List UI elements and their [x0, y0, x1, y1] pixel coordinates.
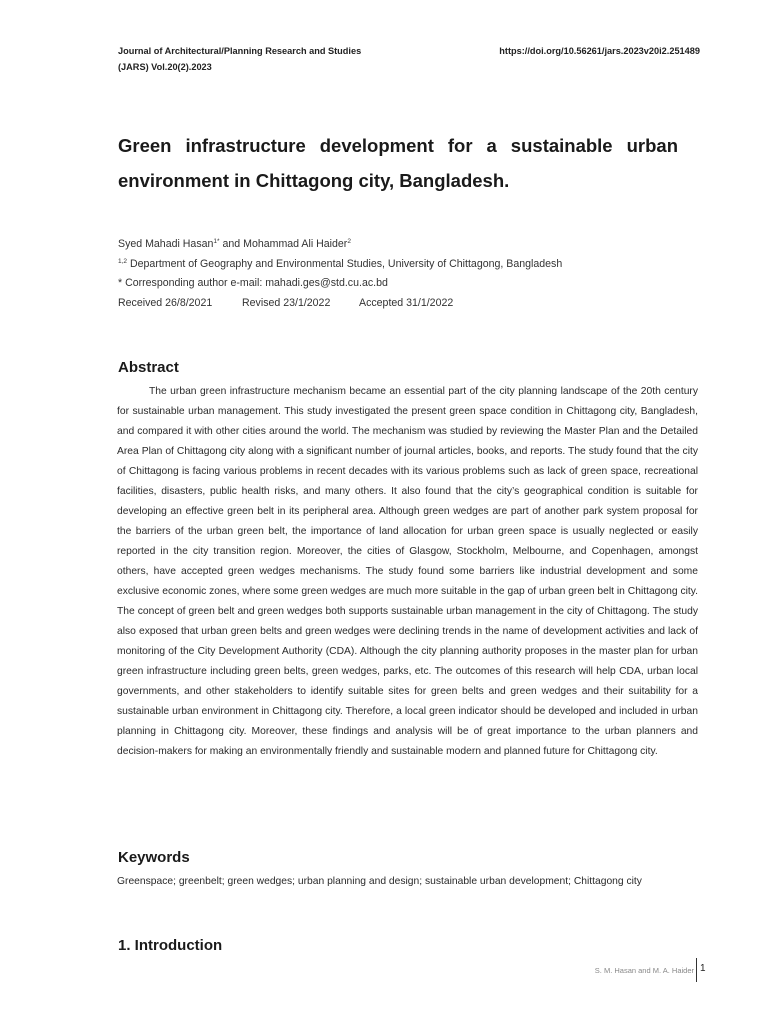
affiliation-marker: 1,2: [118, 258, 128, 265]
doi-link[interactable]: https://doi.org/10.56261/jars.2023v20i2.251489: [499, 46, 700, 56]
affiliation-line: [118, 255, 562, 271]
author-join: and: [219, 238, 244, 250]
keywords-text: Greenspace; greenbelt; green wedges; urban planning and design; sustainable urban development; Chittagong city: [117, 876, 642, 887]
author-1-marker: 1*: [213, 238, 220, 245]
footer-divider: [696, 958, 697, 982]
abstract-text: The urban green infrastructure mechanism became an essential part of the city planning landscape of the 20th century for sustainable urban management. This study investigated the present green space condition in Chittagong city, Bangladesh, and compared it with other cities around the world. The mechanism was studied by reviewing the Master Plan and the Detailed Area Plan of Chittagong city along with a significant number of journal articles, books, and reports. The study found that the city of Chittagong is facing various problems in recent decades with its various problems such as lack of green space, recreational facilities, disasters, public health risks, and many others. It also found that the city’s geographical condition is suitable for developing an effective green belt in its peripheral area. Although green wedges are part of another park system proposal for the barriers of the urban green belt, the importance of land allocation for urban green space is usually neglected or easily reported in the city transition region. Moreover, the cities of Glasgow, Stockholm, Melbourne, and Copenhagen, amongst others, have accepted green wedges mechanisms. The study found some barriers like industrial development and some exclusive economic zones, where some green wedges are much more suitable in the gap of urban green belt in Chittagong city. The concept of green belt and green wedges both supports sustainable urban management in the city of Chittagong. The study also exposed that urban green belts and green wedges were declining trends in the name of development activities and lack of monitoring of the City Development Authority (CDA). Although the city planning authority proposes in the master plan for urban green infrastructure including green belts, green wedges, parks, etc. The outcomes of this research will help CDA, urban local governments, and other stakeholders to identify suitable sites for green belts and green wedges and their suitability for a sustainable urban environment in Chittagong city. Therefore, a local green indicator should be developed and included in urban planning in Chittagong city. Moreover, these findings and analysis will be of great importance to the urban planners and decision-makers for making an environmentally friendly and sustainable modern and planned future for Chittagong city.: [117, 386, 698, 757]
article-title: Green infrastructure development for a sustainable urban environment in Chittagong city, Bangladesh.: [118, 135, 678, 191]
revised-date: Revised 23/1/2022: [242, 297, 331, 309]
journal-volume: (JARS) Vol.20(2).2023: [118, 62, 212, 72]
author-1: Syed Mahadi Hasan: [118, 238, 214, 250]
introduction-heading: 1. Introduction: [118, 937, 223, 954]
author-line: [118, 235, 351, 251]
abstract-paragraph: [117, 382, 698, 762]
accepted-date: Accepted 31/1/2022: [359, 297, 454, 309]
author-2: Mohammad Ali Haider: [243, 238, 348, 250]
journal-name: Journal of Architectural/Planning Research and Studies: [118, 46, 362, 56]
footer-authors: S. M. Hasan and M. A. Haider: [594, 966, 694, 975]
keywords-heading: Keywords: [118, 849, 190, 866]
dates-line: [118, 296, 453, 310]
affiliation: Department of Geography and Environmental Studies, University of Chittagong, Bangladesh: [127, 258, 563, 270]
author-2-marker: 2: [347, 238, 351, 245]
abstract-heading: Abstract: [118, 359, 179, 376]
received-date: Received 26/8/2021: [118, 297, 213, 309]
corresponding-author: * Corresponding author e-mail: mahadi.ges@std.cu.ac.bd: [118, 277, 388, 289]
journal-header: [118, 43, 361, 75]
page-number: 1: [700, 963, 706, 974]
